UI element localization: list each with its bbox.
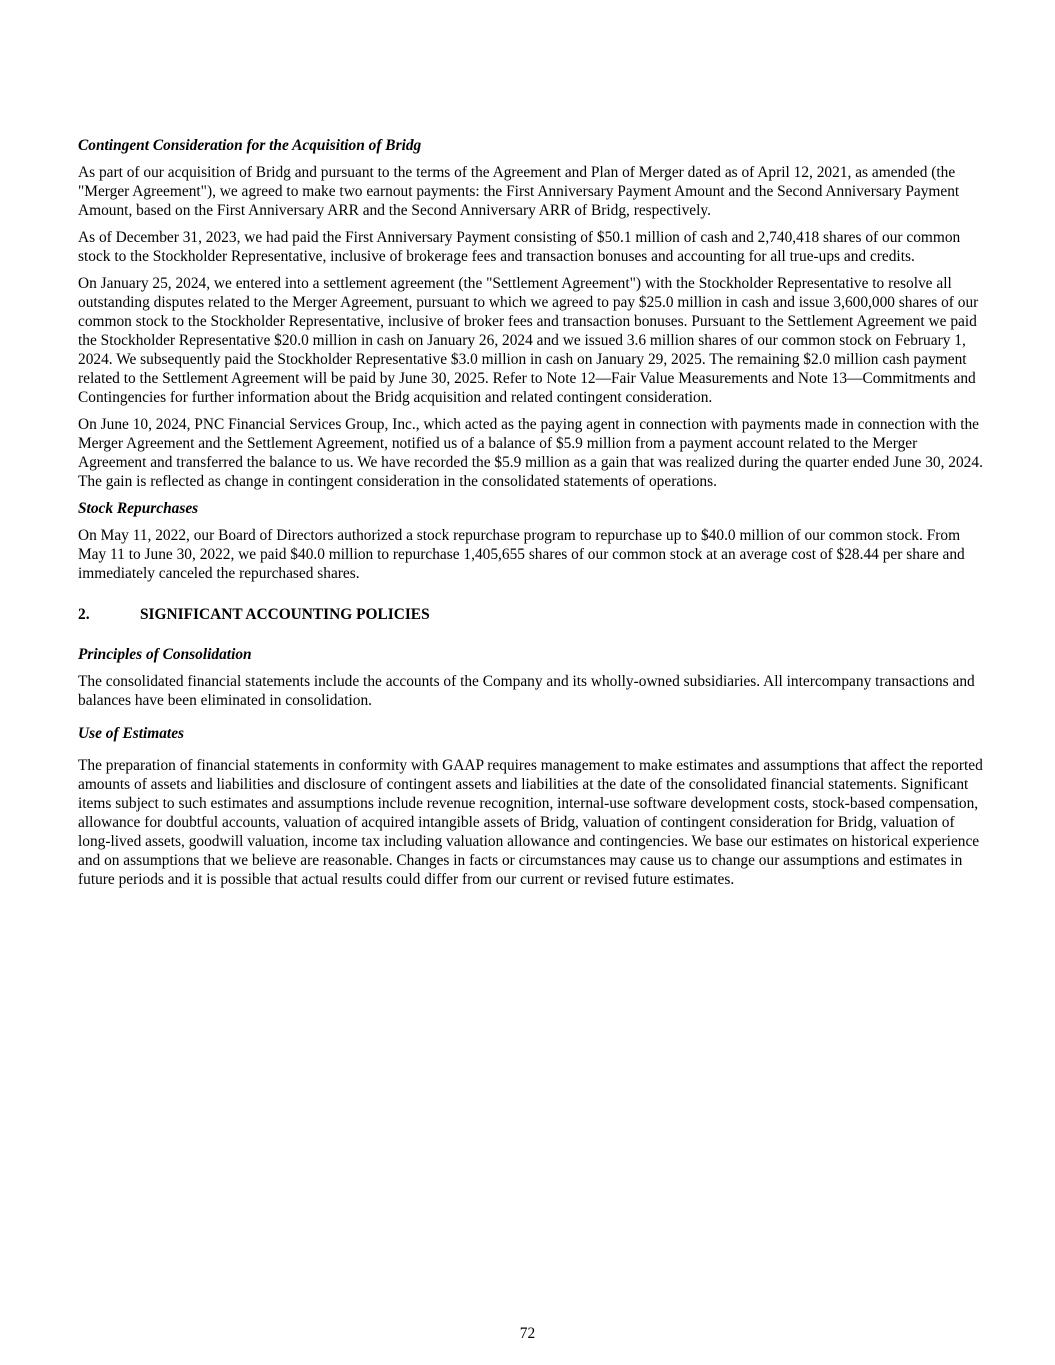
paragraph-settlement-agreement: On January 25, 2024, we entered into a settlement agreement (the "Settlement Agreement") with the Stockholder Representative to resolve all outstanding disputes related to the Merger Agreement, pursuant to which we agreed to pay $25.0 million in cash and issue 3,600,000 shares of our common stock to the Stockholder Representative, inclusive of broker fees and transaction bonuses. Pursuant to the Settlement Agreement we paid the Stockholder Representative $20.0 million in cash on January 26, 2024 and we issued 3.6 million shares of our common stock on February 1, 2024. We subsequently paid the Stockholder Representative $3.0 million in cash on January 29, 2025. The remaining $2.0 million cash payment related to the Settlement Agreement will be paid by June 30, 2025. Refer to Note 12—Fair Value Measurements and Note 13—Commitments and Contingencies for further information about the Bridg acquisition and related contingent consideration. (78, 275, 979, 406)
paragraph-consolidation: The consolidated financial statements include the accounts of the Company and its wholly-owned subsidiaries. All intercompany transactions and balances have been eliminated in consolidation. (78, 673, 975, 709)
page-number: 72 (519, 1325, 536, 1342)
section-title-text: SIGNIFICANT ACCOUNTING POLICIES (140, 606, 430, 623)
paragraph-pnc-balance: On June 10, 2024, PNC Financial Services Group, Inc., which acted as the paying agent in connection with payments made in connection with the Merger Agreement and the Settlement Agreement, notified us of a balance of $5.9 million from a payment account related to the Merger Agreement and transferred the balance to us. We have recorded the $5.9 million as a gain that was realized during the quarter ended June 30, 2024. The gain is reflected as change in contingent consideration in the consolidated statements of operations. (78, 416, 983, 490)
heading-contingent-consideration: Contingent Consideration for the Acquisition of Bridg (78, 137, 422, 154)
paragraph-stock-repurchase: On May 11, 2022, our Board of Directors authorized a stock repurchase program to repurchase up to $40.0 million of our common stock. From May 11 to June 30, 2022, we paid $40.0 million to repurchase 1,405,655 shares of our common stock at an average cost of $28.44 per share and immediately canceled the repurchased shares. (78, 527, 965, 582)
heading-principles-of-consolidation: Principles of Consolidation (78, 646, 252, 663)
document-body (78, 136, 983, 897)
section-title-accounting-policies (78, 605, 983, 624)
heading-stock-repurchases: Stock Repurchases (78, 500, 199, 517)
paragraph-merger-agreement: As part of our acquisition of Bridg and pursuant to the terms of the Agreement and Plan of Merger dated as of April 12, 2021, as amended (the "Merger Agreement"), we agreed to make two earnout payments: the First Anniversary Payment Amount and the Second Anniversary Payment Amount, based on the First Anniversary ARR and the Second Anniversary ARR of Bridg, respectively. (78, 164, 960, 219)
paragraph-first-anniversary-payment: As of December 31, 2023, we had paid the First Anniversary Payment consisting of $50.1 million of cash and 2,740,418 shares of our common stock to the Stockholder Representative, inclusive of brokerage fees and transaction bonuses and accounting for all true-ups and credits. (78, 229, 961, 265)
paragraph-use-of-estimates: The preparation of financial statements in conformity with GAAP requires management to make estimates and assumptions that affect the reported amounts of assets and liabilities and disclosure of contingent assets and liabilities at the date of the consolidated financial statements. Significant items subject to such estimates and assumptions include revenue recognition, internal-use software development costs, stock-based compensation, allowance for doubtful accounts, valuation of acquired intangible assets of Bridg, valuation of contingent consideration for Bridg, valuation of long-lived assets, goodwill valuation, income tax including valuation allowance and contingencies. We base our estimates on historical experience and on assumptions that we believe are reasonable. Changes in facts or circumstances may cause us to change our assumptions and estimates in future periods and it is possible that actual results could differ from our current or revised future estimates. (78, 757, 983, 888)
section-number: 2. (78, 606, 90, 623)
heading-use-of-estimates: Use of Estimates (78, 725, 185, 742)
